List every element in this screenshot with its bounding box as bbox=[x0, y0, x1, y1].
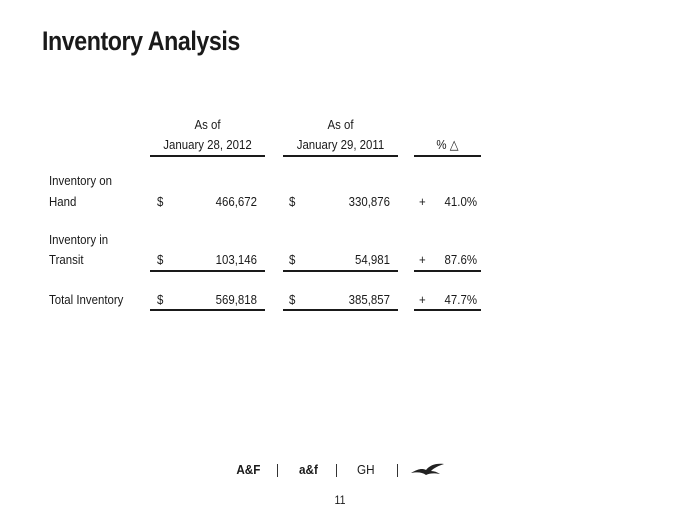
percent-change: 47.7% bbox=[444, 292, 477, 307]
row-label-line2: Hand bbox=[49, 194, 77, 209]
brand-divider bbox=[277, 464, 278, 477]
brand-gh: GH bbox=[356, 462, 375, 477]
header-underline-1 bbox=[150, 155, 265, 157]
row-label-line1: Inventory in bbox=[49, 232, 109, 247]
subtotal-underline-3 bbox=[414, 270, 481, 272]
value-2012: 466,672 bbox=[215, 194, 257, 209]
value-2011: 330,876 bbox=[348, 194, 390, 209]
page-number: 11 bbox=[334, 493, 346, 507]
total-underline-1 bbox=[150, 309, 265, 311]
subtotal-underline-1 bbox=[150, 270, 265, 272]
currency-symbol: $ bbox=[289, 252, 296, 267]
total-underline-3 bbox=[414, 309, 481, 311]
header-col1-line1: As of bbox=[194, 117, 221, 132]
brand-divider bbox=[336, 464, 337, 477]
row-label-line1: Inventory on bbox=[49, 173, 112, 188]
brand-af: A&F bbox=[236, 462, 261, 477]
total-label: Total Inventory bbox=[49, 292, 124, 307]
header-col2-line2: January 29, 2011 bbox=[296, 137, 385, 152]
row-label-line2: Transit bbox=[49, 252, 84, 267]
brand-footer bbox=[0, 462, 680, 482]
change-sign: + bbox=[419, 194, 426, 209]
value-2011: 54,981 bbox=[355, 252, 390, 267]
currency-symbol: $ bbox=[157, 194, 164, 209]
header-col3: % △ bbox=[436, 137, 459, 152]
value-2012: 103,146 bbox=[215, 252, 257, 267]
value-2012: 569,818 bbox=[215, 292, 257, 307]
currency-symbol: $ bbox=[289, 194, 296, 209]
percent-change: 87.6% bbox=[444, 252, 477, 267]
change-sign: + bbox=[419, 292, 426, 307]
currency-symbol: $ bbox=[157, 292, 164, 307]
header-underline-3 bbox=[414, 155, 481, 157]
seagull-icon bbox=[410, 460, 446, 483]
percent-change: 41.0% bbox=[444, 194, 477, 209]
currency-symbol: $ bbox=[157, 252, 164, 267]
brand-divider bbox=[397, 464, 398, 477]
header-col2-line1: As of bbox=[327, 117, 354, 132]
currency-symbol: $ bbox=[289, 292, 296, 307]
page-title: Inventory Analysis bbox=[42, 26, 240, 56]
header-underline-2 bbox=[283, 155, 398, 157]
header-col1-line2: January 28, 2012 bbox=[163, 137, 252, 152]
value-2011: 385,857 bbox=[348, 292, 390, 307]
subtotal-underline-2 bbox=[283, 270, 398, 272]
total-underline-2 bbox=[283, 309, 398, 311]
change-sign: + bbox=[419, 252, 426, 267]
brand-af-lowercase: a&f bbox=[299, 462, 318, 477]
